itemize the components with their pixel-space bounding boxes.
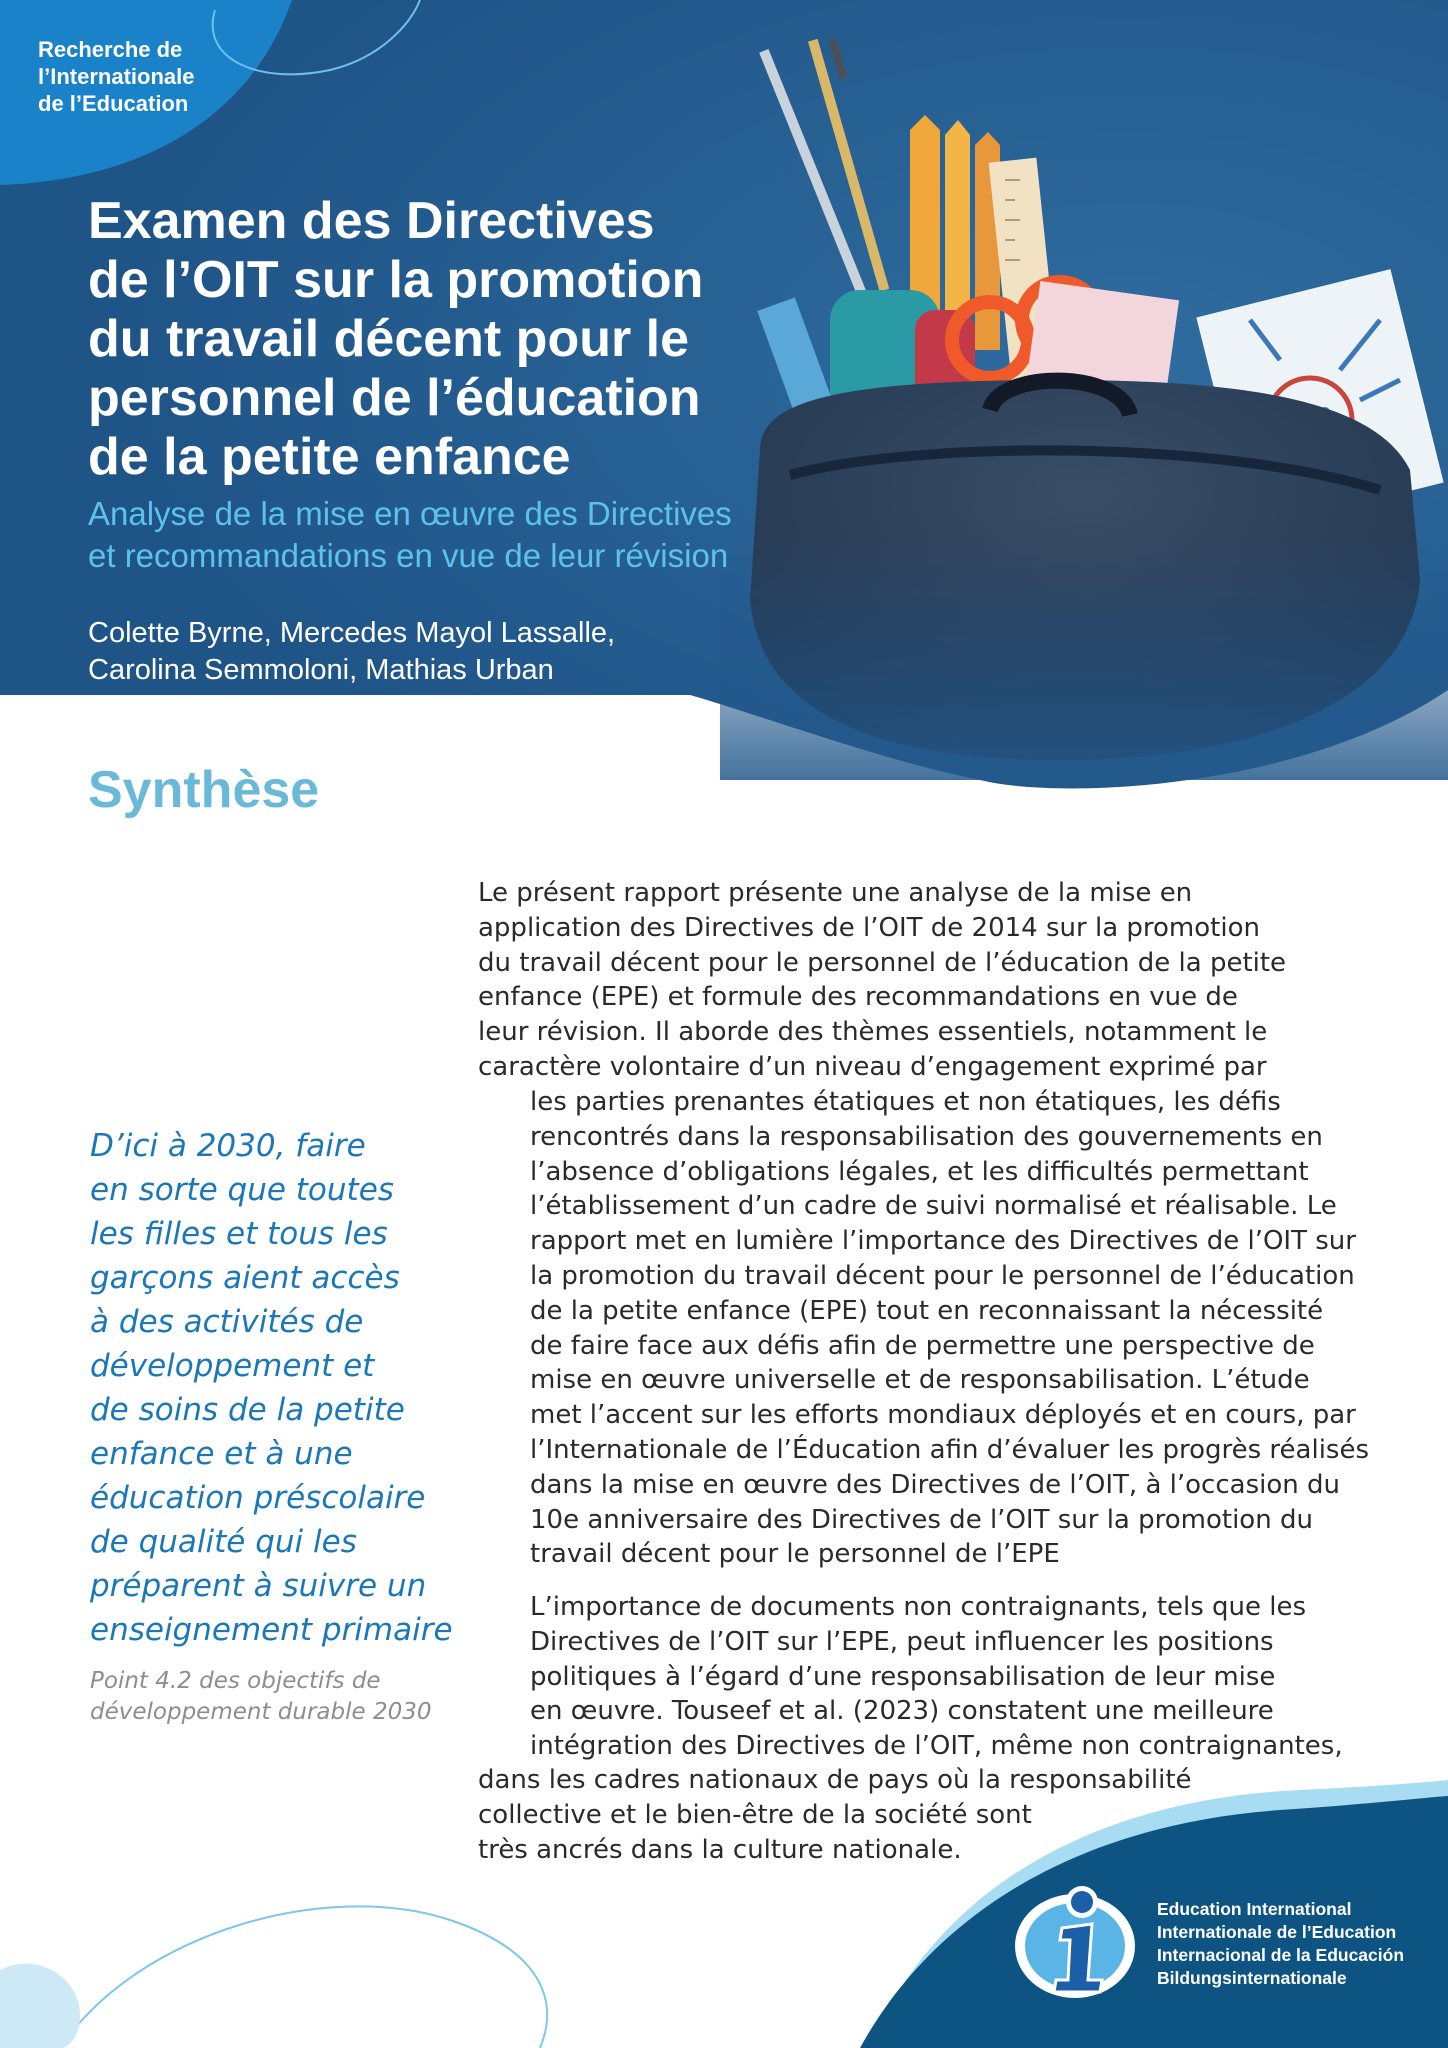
series-label: Recherche de l’Internationale de l’Education xyxy=(38,37,195,116)
body-paragraph-2-rest: dans les cadres nationaux de pays où la responsabilité collective et le bien-être de la société sont très ancrés dans la culture nationale. xyxy=(478,1765,1192,1865)
school-supplies-illustration xyxy=(720,20,1448,780)
organization-names: Education International Internationale de l’Education Internacional de la Educación Bildungsinternationale xyxy=(1157,1899,1405,1988)
body-paragraph-1-start: Le présent rapport présente une analyse de la mise en application des Directives de l’OIT de 2014 sur la promotion du travail décent pour le personnel de l’éducation de la petite enfance (EPE) et formule des recommandations en vue de leur révision. Il aborde des thèmes essentiels, notamment le caractère volontaire d’un niveau d’engagement exprimé par xyxy=(478,878,1287,1082)
body-paragraph-2-start: L’importance de documents non contraignants, tels que les Directives de l’OIT sur l’EPE, peut influencer les positions politiques à l’égard d’une responsabilisation de leur mise en œuvre. Touseef et al. (2023) constatent une meilleure intégration des Directives de l’OIT, même non contraignantes, xyxy=(530,1592,1343,1762)
document-authors: Colette Byrne, Mercedes Mayol Lassalle, Carolina Semmoloni, Mathias Urban xyxy=(88,617,616,686)
document-subtitle: Analyse de la mise en œuvre des Directives et recommandations en vue de leur révision xyxy=(88,495,732,574)
quote-source: Point 4.2 des objectifs de développement durable 2030 xyxy=(90,1668,432,1725)
document-title: Examen des Directives de l’OIT sur la promotion du travail décent pour le personnel de l’éducation de la petite enfance xyxy=(88,192,704,486)
body-paragraph-1-rest: les parties prenantes étatiques et non étatiques, les défis rencontrés dans la responsabilisation des gouvernements en l’absence d’obligations légales, et les difficultés permettant l’établissement d’un cadre de suivi normalisé et réalisable. Le rapport met en lumière l’importance des Directives de l’OIT sur la promotion du travail décent pour le personnel de l’éducation de la petite enfance (EPE) tout en reconnaissant la nécessité de faire face aux défis afin de permettre une perspective de mise en œuvre universelle et de responsabilisation. L’étude met l’accent sur les efforts mondiaux déployés et en cours, par l’Internationale de l’Éducation afin d’évaluer les progrès réalisés dans la mise en œuvre des Directives de l’OIT, à l’occasion du 10e anniversaire des Directives de l’OIT sur la promotion du travail décent pour le personnel de l’EPE xyxy=(530,1087,1370,1570)
ei-logo-icon xyxy=(1010,1880,1140,2005)
pull-quote: D’ici à 2030, faire en sorte que toutes les filles et tous les garçons aient accès à des activités de développement et de soins de la petite enfance et à une éducation préscolaire de qualité qui les préparent à suivre un enseignement primaire xyxy=(90,1128,453,1648)
section-heading: Synthèse xyxy=(88,761,320,819)
decorative-arc xyxy=(60,1906,547,2048)
corner-blob xyxy=(0,1964,80,2048)
